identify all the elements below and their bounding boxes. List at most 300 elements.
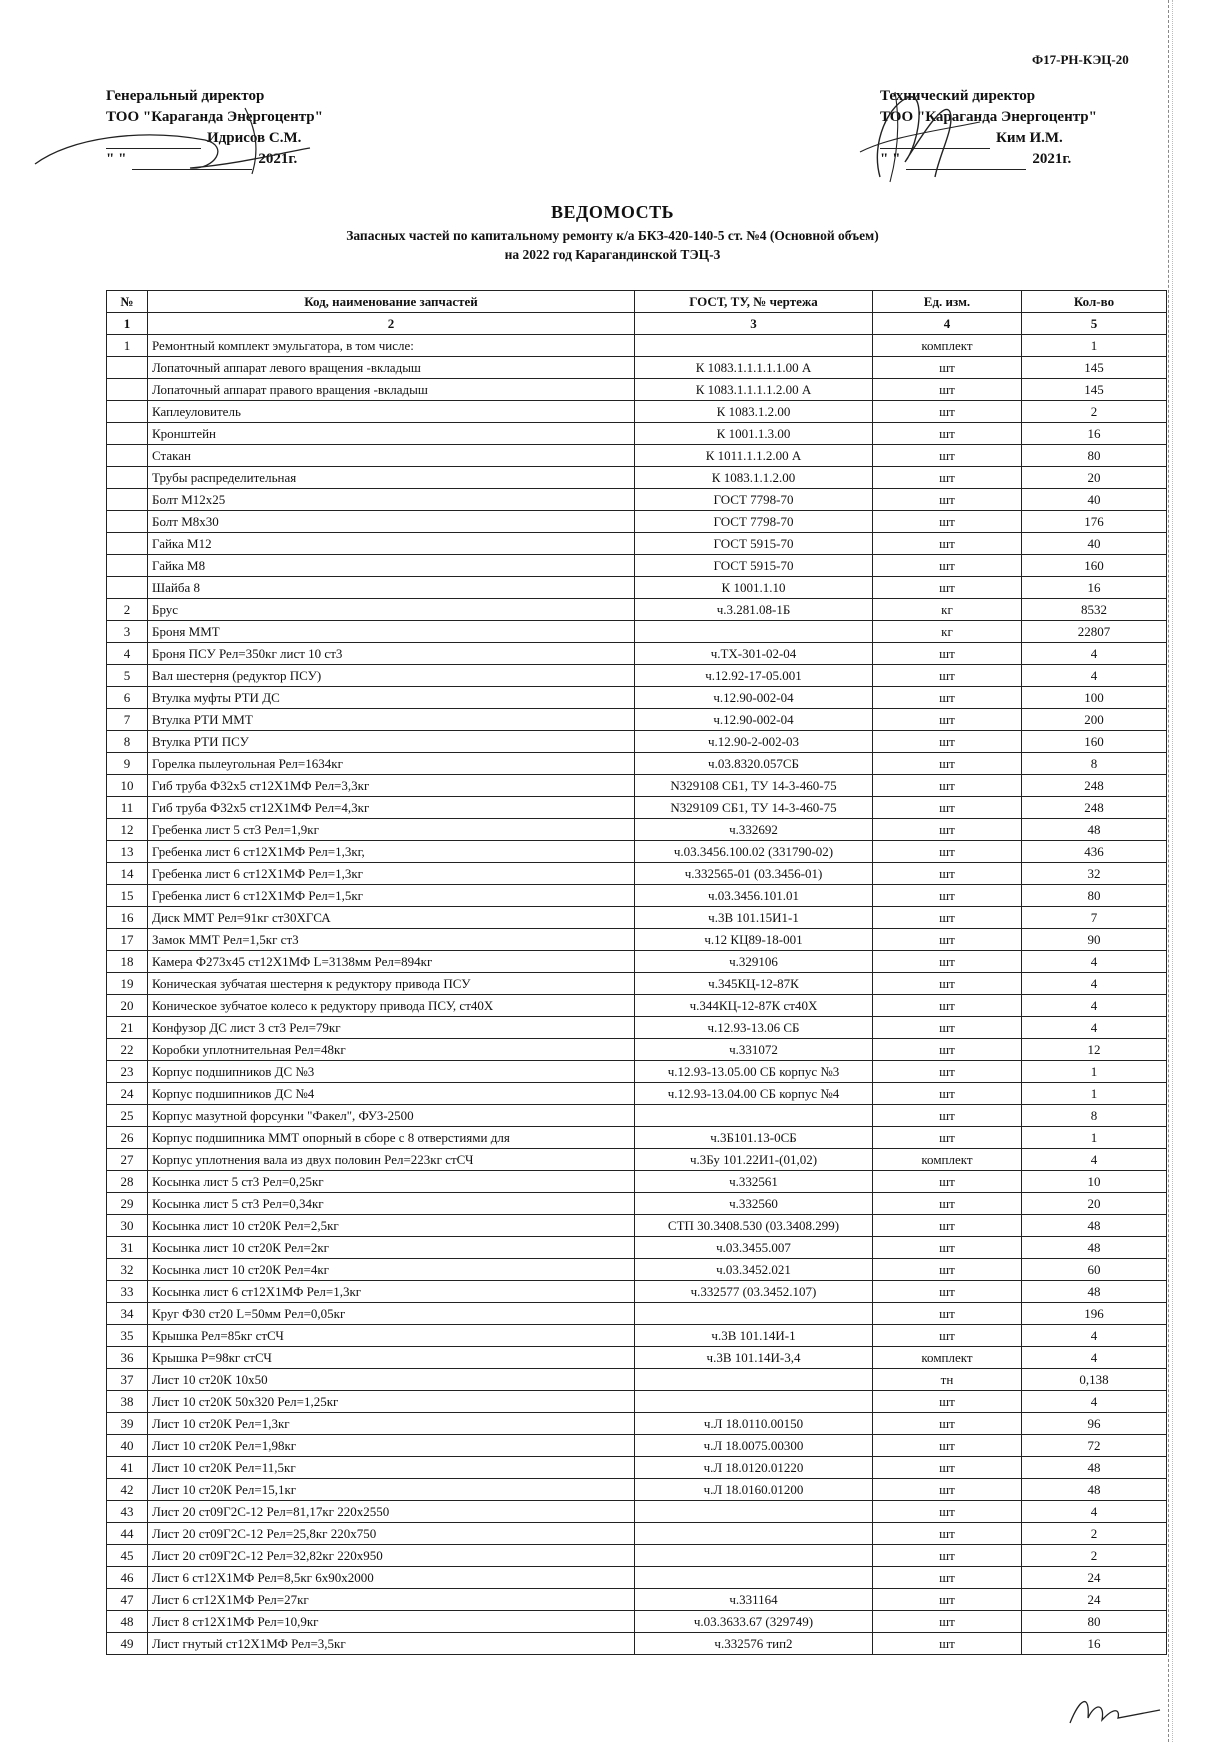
row-standard: ч.12 КЦ89-18-001: [635, 929, 873, 951]
row-unit: шт: [873, 1083, 1022, 1105]
row-number: 2: [107, 599, 148, 621]
table-row: [107, 1281, 1167, 1303]
table-row: [107, 511, 1167, 533]
row-name: Лист гнутый ст12Х1МФ Рел=3,5кг: [148, 1633, 635, 1655]
index-cell: 4: [873, 313, 1022, 335]
table-row: [107, 533, 1167, 555]
row-number: 35: [107, 1325, 148, 1347]
row-name: Кронштейн: [148, 423, 635, 445]
row-name: Лист 20 ст09Г2С-12 Рел=32,82кг 220х950: [148, 1545, 635, 1567]
row-unit: шт: [873, 885, 1022, 907]
row-standard: ГОСТ 7798-70: [635, 511, 873, 533]
row-unit: шт: [873, 1215, 1022, 1237]
table-row: [107, 467, 1167, 489]
approval-left-year: 2021г.: [258, 151, 298, 167]
row-number: 30: [107, 1215, 148, 1237]
row-number: 3: [107, 621, 148, 643]
row-number: 42: [107, 1479, 148, 1501]
row-unit: шт: [873, 401, 1022, 423]
table-row: [107, 907, 1167, 929]
row-standard: К 1083.1.1.1.1.2.00 А: [635, 379, 873, 401]
row-quantity: 4: [1022, 951, 1167, 973]
row-quantity: 4: [1022, 665, 1167, 687]
row-name: Лист 10 ст20К Рел=1,98кг: [148, 1435, 635, 1457]
row-unit: шт: [873, 1413, 1022, 1435]
row-name: Гиб труба Ф32х5 ст12Х1МФ Рел=4,3кг: [148, 797, 635, 819]
table-row: [107, 753, 1167, 775]
row-unit: шт: [873, 1589, 1022, 1611]
table-row: [107, 401, 1167, 423]
row-name: Броня ММТ: [148, 621, 635, 643]
row-standard: [635, 1391, 873, 1413]
row-standard: N329108 СБ1, ТУ 14-3-460-75: [635, 775, 873, 797]
row-quantity: 48: [1022, 1281, 1167, 1303]
table-row: [107, 1259, 1167, 1281]
table-row: [107, 775, 1167, 797]
row-quantity: 24: [1022, 1567, 1167, 1589]
row-number: 38: [107, 1391, 148, 1413]
row-number: 10: [107, 775, 148, 797]
table-row: [107, 731, 1167, 753]
table-row: [107, 335, 1167, 357]
row-number: [107, 379, 148, 401]
row-standard: [635, 1105, 873, 1127]
row-unit: кг: [873, 599, 1022, 621]
row-quantity: 90: [1022, 929, 1167, 951]
row-quantity: 160: [1022, 555, 1167, 577]
row-name: Гребенка лист 6 ст12Х1МФ Рел=1,3кг: [148, 863, 635, 885]
row-number: 46: [107, 1567, 148, 1589]
row-name: Косынка лист 6 ст12Х1МФ Рел=1,3кг: [148, 1281, 635, 1303]
row-quantity: 40: [1022, 533, 1167, 555]
table-row: [107, 1523, 1167, 1545]
row-unit: шт: [873, 533, 1022, 555]
table-row: [107, 1479, 1167, 1501]
row-unit: шт: [873, 1633, 1022, 1655]
row-number: 24: [107, 1083, 148, 1105]
row-unit: шт: [873, 1545, 1022, 1567]
row-unit: шт: [873, 841, 1022, 863]
row-name: Лопаточный аппарат левого вращения -вкладыш: [148, 357, 635, 379]
row-unit: шт: [873, 1523, 1022, 1545]
row-standard: ч.344КЦ-12-87К ст40Х: [635, 995, 873, 1017]
row-unit: шт: [873, 973, 1022, 995]
row-number: 21: [107, 1017, 148, 1039]
row-number: 8: [107, 731, 148, 753]
table-row: [107, 489, 1167, 511]
row-unit: шт: [873, 1325, 1022, 1347]
row-quantity: 4: [1022, 643, 1167, 665]
row-number: [107, 467, 148, 489]
row-quantity: 16: [1022, 577, 1167, 599]
row-standard: N329109 СБ1, ТУ 14-3-460-75: [635, 797, 873, 819]
row-standard: ГОСТ 5915-70: [635, 533, 873, 555]
row-name: Коническое зубчатое колесо к редуктору привода ПСУ, ст40Х: [148, 995, 635, 1017]
table-row: [107, 1105, 1167, 1127]
row-unit: шт: [873, 907, 1022, 929]
row-number: 29: [107, 1193, 148, 1215]
row-unit: шт: [873, 577, 1022, 599]
table-row: [107, 951, 1167, 973]
row-number: 40: [107, 1435, 148, 1457]
row-number: 17: [107, 929, 148, 951]
row-unit: шт: [873, 511, 1022, 533]
row-unit: шт: [873, 1391, 1022, 1413]
index-cell: 2: [148, 313, 635, 335]
row-standard: К 1083.1.1.2.00: [635, 467, 873, 489]
row-name: Лист 6 ст12Х1МФ Рел=8,5кг 6х90х2000: [148, 1567, 635, 1589]
table-header-row: [107, 291, 1167, 313]
table-row: [107, 1039, 1167, 1061]
row-name: Лист 20 ст09Г2С-12 Рел=25,8кг 220х750: [148, 1523, 635, 1545]
row-name: Лист 10 ст20К 10х50: [148, 1369, 635, 1391]
row-name: Косынка лист 10 ст20К Рел=4кг: [148, 1259, 635, 1281]
table-row: [107, 1633, 1167, 1655]
row-name: Втулка РТИ ПСУ: [148, 731, 635, 753]
approval-right-year: 2021г.: [1032, 151, 1072, 167]
row-quantity: 1: [1022, 1127, 1167, 1149]
header-number: №: [107, 291, 148, 313]
row-unit: шт: [873, 1017, 1022, 1039]
row-quantity: 436: [1022, 841, 1167, 863]
row-unit: шт: [873, 1171, 1022, 1193]
row-number: [107, 357, 148, 379]
row-quantity: 4: [1022, 1149, 1167, 1171]
row-unit: шт: [873, 643, 1022, 665]
row-unit: шт: [873, 467, 1022, 489]
table-row: [107, 1435, 1167, 1457]
row-unit: шт: [873, 709, 1022, 731]
row-standard: [635, 1369, 873, 1391]
row-quantity: 4: [1022, 973, 1167, 995]
row-standard: ч.12.90-002-04: [635, 709, 873, 731]
row-name: Лист 10 ст20К Рел=15,1кг: [148, 1479, 635, 1501]
row-standard: ч.12.93-13.05.00 СБ корпус №3: [635, 1061, 873, 1083]
row-unit: шт: [873, 1039, 1022, 1061]
row-standard: ч.03.3456.100.02 (331790-02): [635, 841, 873, 863]
approval-left-name: Идрисов С.М.: [207, 130, 302, 146]
row-unit: шт: [873, 1105, 1022, 1127]
row-standard: ч.329106: [635, 951, 873, 973]
table-row: [107, 379, 1167, 401]
table-row: [107, 1589, 1167, 1611]
approval-right-date-prefix: " ": [880, 151, 901, 167]
row-standard: ч.12.92-17-05.001: [635, 665, 873, 687]
row-unit: шт: [873, 1061, 1022, 1083]
row-standard: ч.03.8320.057СБ: [635, 753, 873, 775]
row-name: Лист 10 ст20К 50х320 Рел=1,25кг: [148, 1391, 635, 1413]
table-row: [107, 863, 1167, 885]
row-number: 27: [107, 1149, 148, 1171]
row-standard: ч.12.93-13.06 СБ: [635, 1017, 873, 1039]
row-quantity: 20: [1022, 1193, 1167, 1215]
table-row: [107, 1215, 1167, 1237]
document-title: ВЕДОМОСТЬ: [550, 202, 674, 222]
row-unit: шт: [873, 1303, 1022, 1325]
row-standard: ч.332560: [635, 1193, 873, 1215]
row-standard: К 1011.1.1.2.00 А: [635, 445, 873, 467]
row-name: Брус: [148, 599, 635, 621]
row-standard: ч.03.3633.67 (329749): [635, 1611, 873, 1633]
row-number: [107, 577, 148, 599]
row-standard: ч.Л 18.0075.00300: [635, 1435, 873, 1457]
row-number: 39: [107, 1413, 148, 1435]
row-number: [107, 555, 148, 577]
header-standard: ГОСТ, ТУ, № чертежа: [635, 291, 873, 313]
row-quantity: 10: [1022, 1171, 1167, 1193]
row-quantity: 7: [1022, 907, 1167, 929]
row-quantity: 32: [1022, 863, 1167, 885]
row-unit: шт: [873, 423, 1022, 445]
row-quantity: 4: [1022, 1017, 1167, 1039]
row-number: 6: [107, 687, 148, 709]
row-standard: [635, 621, 873, 643]
index-cell: 5: [1022, 313, 1167, 335]
row-quantity: 48: [1022, 1479, 1167, 1501]
row-number: 19: [107, 973, 148, 995]
row-quantity: 8532: [1022, 599, 1167, 621]
table-row: [107, 929, 1167, 951]
row-quantity: 4: [1022, 1501, 1167, 1523]
row-name: Косынка лист 5 ст3 Рел=0,34кг: [148, 1193, 635, 1215]
table-row: [107, 1127, 1167, 1149]
table-row: [107, 423, 1167, 445]
row-number: 48: [107, 1611, 148, 1633]
row-number: 31: [107, 1237, 148, 1259]
row-quantity: 16: [1022, 1633, 1167, 1655]
row-quantity: 1: [1022, 1061, 1167, 1083]
row-number: 43: [107, 1501, 148, 1523]
row-quantity: 60: [1022, 1259, 1167, 1281]
row-standard: ч.3.281.08-1Б: [635, 599, 873, 621]
row-unit: шт: [873, 1237, 1022, 1259]
row-number: [107, 423, 148, 445]
row-number: 23: [107, 1061, 148, 1083]
row-quantity: 176: [1022, 511, 1167, 533]
row-name: Трубы распределительная: [148, 467, 635, 489]
table-row: [107, 643, 1167, 665]
row-number: [107, 511, 148, 533]
row-unit: шт: [873, 1435, 1022, 1457]
row-unit: кг: [873, 621, 1022, 643]
row-quantity: 96: [1022, 1413, 1167, 1435]
row-number: 13: [107, 841, 148, 863]
row-quantity: 100: [1022, 687, 1167, 709]
row-standard: ч.3Б101.13-0СБ: [635, 1127, 873, 1149]
row-name: Косынка лист 5 ст3 Рел=0,25кг: [148, 1171, 635, 1193]
table-row: [107, 841, 1167, 863]
row-number: 14: [107, 863, 148, 885]
approval-left-org: ТОО "Караганда Энергоцентр": [106, 109, 323, 125]
row-name: Гайка М12: [148, 533, 635, 555]
row-standard: ч.12.93-13.04.00 СБ корпус №4: [635, 1083, 873, 1105]
table-row: [107, 687, 1167, 709]
table-row: [107, 555, 1167, 577]
table-row: [107, 1303, 1167, 1325]
row-unit: тн: [873, 1369, 1022, 1391]
table-row: [107, 1611, 1167, 1633]
row-number: 41: [107, 1457, 148, 1479]
row-quantity: 48: [1022, 1237, 1167, 1259]
row-name: Крышка Рел=85кг стСЧ: [148, 1325, 635, 1347]
table-row: [107, 1501, 1167, 1523]
row-number: 9: [107, 753, 148, 775]
row-quantity: 145: [1022, 379, 1167, 401]
row-unit: комплект: [873, 1149, 1022, 1171]
subtitle-line-2: на 2022 год Карагандинской ТЭЦ-3: [504, 247, 721, 262]
row-unit: шт: [873, 863, 1022, 885]
row-standard: К 1083.1.2.00: [635, 401, 873, 423]
row-unit: шт: [873, 731, 1022, 753]
table-row: [107, 1347, 1167, 1369]
table-row: [107, 1083, 1167, 1105]
approval-left-position: Генеральный директор: [106, 88, 265, 104]
row-quantity: 48: [1022, 1457, 1167, 1479]
row-number: 33: [107, 1281, 148, 1303]
row-quantity: 22807: [1022, 621, 1167, 643]
row-quantity: 8: [1022, 1105, 1167, 1127]
table-row: [107, 1567, 1167, 1589]
index-cell: 3: [635, 313, 873, 335]
row-unit: шт: [873, 929, 1022, 951]
row-number: 34: [107, 1303, 148, 1325]
row-name: Гиб труба Ф32х5 ст12Х1МФ Рел=3,3кг: [148, 775, 635, 797]
row-unit: шт: [873, 797, 1022, 819]
header-quantity: Кол-во: [1022, 291, 1167, 313]
table-row: [107, 1457, 1167, 1479]
row-quantity: 2: [1022, 1523, 1167, 1545]
row-name: Гребенка лист 5 ст3 Рел=1,9кг: [148, 819, 635, 841]
row-name: Коробки уплотнительная Рел=48кг: [148, 1039, 635, 1061]
row-name: Гайка М8: [148, 555, 635, 577]
row-name: Корпус подшипника ММТ опорный в сборе с 8 отверстиями для: [148, 1127, 635, 1149]
row-number: 22: [107, 1039, 148, 1061]
table-row: [107, 577, 1167, 599]
row-number: 1: [107, 335, 148, 357]
row-number: 45: [107, 1545, 148, 1567]
row-standard: ч.345КЦ-12-87К: [635, 973, 873, 995]
row-standard: [635, 1545, 873, 1567]
row-quantity: 248: [1022, 775, 1167, 797]
row-quantity: 4: [1022, 1325, 1167, 1347]
approval-right-name: Ким И.М.: [996, 130, 1063, 146]
row-number: 32: [107, 1259, 148, 1281]
table-row: [107, 797, 1167, 819]
row-number: 7: [107, 709, 148, 731]
row-quantity: 2: [1022, 401, 1167, 423]
row-standard: ч.03.3452.021: [635, 1259, 873, 1281]
row-number: 15: [107, 885, 148, 907]
row-quantity: 12: [1022, 1039, 1167, 1061]
row-standard: ч.ТХ-301-02-04: [635, 643, 873, 665]
row-unit: шт: [873, 1281, 1022, 1303]
row-name: Камера Ф273х45 ст12Х1МФ L=3138мм Рел=894кг: [148, 951, 635, 973]
row-unit: шт: [873, 555, 1022, 577]
row-quantity: 20: [1022, 467, 1167, 489]
table-body: [107, 335, 1167, 1655]
row-standard: ч.Л 18.0120.01220: [635, 1457, 873, 1479]
row-standard: СТП 30.3408.530 (03.3408.299): [635, 1215, 873, 1237]
row-name: Гребенка лист 6 ст12Х1МФ Рел=1,3кг,: [148, 841, 635, 863]
row-quantity: 196: [1022, 1303, 1167, 1325]
row-name: Лист 10 ст20К Рел=1,3кг: [148, 1413, 635, 1435]
row-standard: ч.332577 (03.3452.107): [635, 1281, 873, 1303]
row-standard: [635, 1567, 873, 1589]
row-unit: шт: [873, 1127, 1022, 1149]
row-number: 5: [107, 665, 148, 687]
row-standard: ч.332565-01 (03.3456-01): [635, 863, 873, 885]
row-name: Втулка муфты РТИ ДС: [148, 687, 635, 709]
row-number: 44: [107, 1523, 148, 1545]
row-quantity: 80: [1022, 885, 1167, 907]
approval-right-position: Технический директор: [880, 88, 1036, 104]
row-number: 36: [107, 1347, 148, 1369]
row-standard: ч.Л 18.0160.01200: [635, 1479, 873, 1501]
row-name: Корпус подшипников ДС №3: [148, 1061, 635, 1083]
row-number: 20: [107, 995, 148, 1017]
table-row: [107, 1171, 1167, 1193]
row-name: Круг Ф30 ст20 L=50мм Рел=0,05кг: [148, 1303, 635, 1325]
row-name: Корпус уплотнения вала из двух половин Рел=223кг стСЧ: [148, 1149, 635, 1171]
initials-scribble: [1060, 1688, 1170, 1733]
row-standard: [635, 1523, 873, 1545]
row-standard: ч.3В 101.14И-3,4: [635, 1347, 873, 1369]
row-unit: шт: [873, 1259, 1022, 1281]
subtitle-line-1: Запасных частей по капитальному ремонту к/а БКЗ-420-140-5 ст. №4 (Основной объем): [346, 228, 879, 243]
row-standard: ГОСТ 7798-70: [635, 489, 873, 511]
table-row: [107, 1237, 1167, 1259]
row-number: 49: [107, 1633, 148, 1655]
row-quantity: 24: [1022, 1589, 1167, 1611]
row-number: [107, 533, 148, 555]
row-quantity: 48: [1022, 1215, 1167, 1237]
row-name: Конфузор ДС лист 3 ст3 Рел=79кг: [148, 1017, 635, 1039]
row-name: Гребенка лист 6 ст12Х1МФ Рел=1,5кг: [148, 885, 635, 907]
row-standard: ч.331072: [635, 1039, 873, 1061]
row-unit: шт: [873, 775, 1022, 797]
row-name: Втулка РТИ ММТ: [148, 709, 635, 731]
row-unit: шт: [873, 687, 1022, 709]
row-name: Косынка лист 10 ст20К Рел=2,5кг: [148, 1215, 635, 1237]
row-quantity: 2: [1022, 1545, 1167, 1567]
table-row: [107, 1193, 1167, 1215]
row-name: Ремонтный комплект эмульгатора, в том числе:: [148, 335, 635, 357]
row-quantity: 48: [1022, 819, 1167, 841]
table-row: [107, 885, 1167, 907]
table-row: [107, 819, 1167, 841]
row-standard: [635, 1303, 873, 1325]
header-unit: Ед. изм.: [873, 291, 1022, 313]
row-quantity: 145: [1022, 357, 1167, 379]
row-standard: [635, 1501, 873, 1523]
row-unit: шт: [873, 1611, 1022, 1633]
row-standard: К 1001.1.10: [635, 577, 873, 599]
row-number: 11: [107, 797, 148, 819]
row-number: 25: [107, 1105, 148, 1127]
row-standard: ч.12.90-002-04: [635, 687, 873, 709]
row-name: Горелка пылеугольная Рел=1634кг: [148, 753, 635, 775]
row-name: Лопаточный аппарат правого вращения -вкладыш: [148, 379, 635, 401]
table-row: [107, 1369, 1167, 1391]
row-quantity: 4: [1022, 995, 1167, 1017]
row-quantity: 16: [1022, 423, 1167, 445]
document-subtitle: [0, 226, 1225, 264]
row-name: Вал шестерня (редуктор ПСУ): [148, 665, 635, 687]
row-quantity: 1: [1022, 1083, 1167, 1105]
table-row: [107, 1149, 1167, 1171]
row-standard: ч.332692: [635, 819, 873, 841]
signature-left-scribble: [30, 98, 330, 178]
